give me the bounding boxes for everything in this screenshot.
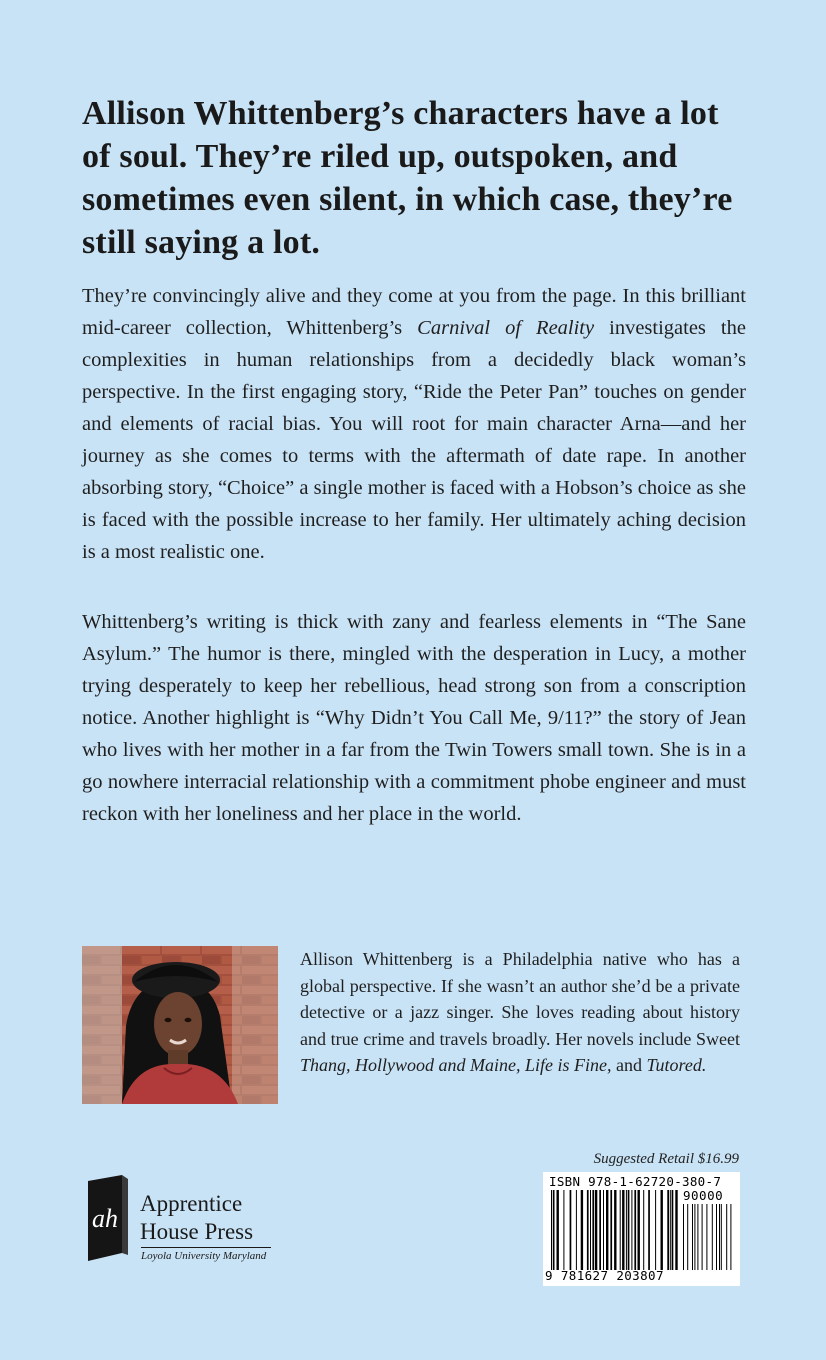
barcode-bar [719,1204,720,1270]
barcode-bar [692,1204,693,1270]
bio-and: and [611,1055,647,1075]
barcode-bar [626,1190,627,1270]
synopsis-paragraph-2: Whittenberg’s writing is thick with zany and fearless elements in “The Sane Asylum.” The humor is there, mingled with the desperation in Lucy, a mother trying desperately to keep her rebellious, head strong son from a conscription notice. Another highlight is “Why Didn’t You Call Me, 9/11?” the story of Jean who lives with her mother in a far from the Twin Towers small town. She is in a go nowhere interracial relationship with a commitment phobe engineer and must reckon with her loneliness and her place in the world. [82,611,746,825]
barcode-bar [648,1190,650,1270]
barcode-bar [581,1190,583,1270]
barcode-bar [603,1190,604,1270]
book-icon [86,1175,130,1263]
barcode-bar [610,1190,612,1270]
barcode-bar [622,1190,624,1270]
synopsis-paragraph-1 [82,280,746,568]
barcode-digits: 9 781627 203807 [545,1268,664,1283]
barcode-bar [667,1190,669,1270]
barcode-bar [551,1190,552,1270]
barcode-bar [587,1190,589,1270]
author-bio [300,946,740,1079]
book-title: Carnival of Reality [417,317,595,339]
suggested-retail-price: Suggested Retail $16.99 [593,1151,739,1167]
barcode-bar [721,1204,722,1270]
logo-monogram: ah [92,1204,118,1233]
barcode-bar [634,1190,636,1270]
bio-novel-last: Tutored. [646,1055,707,1075]
publisher-line-2: House Press [140,1219,254,1244]
barcode-bar [553,1190,555,1270]
para1-text-a: They’re convincingly alive and they come at you from the page. In this brilliant mid-career collection, Whittenberg’s [82,285,746,339]
publisher-logo-icon [86,1175,130,1263]
barcode-bar [712,1204,713,1270]
barcode-bar [730,1204,731,1270]
isbn-number: ISBN 978-1-62720-380-7 [549,1174,722,1189]
barcode-bar [687,1204,688,1270]
barcode-bar [614,1190,616,1270]
barcode-bar [606,1190,608,1270]
author-photo-illustration [82,946,278,1104]
barcode-bar [557,1190,559,1270]
publisher-divider [141,1247,271,1248]
barcode-bar [716,1204,717,1270]
bio-text: Allison Whittenberg is a Philadelphia native who has a global perspective. If she wasn’t an author she’d be a private detective or a jazz singer. She loves reading about history and true crime and travels broadly. Her novels include Sweet [300,949,740,1049]
barcode-bar [638,1190,640,1270]
barcode-addon-bars [683,1204,735,1270]
barcode-bar [697,1204,698,1270]
barcode-bar [672,1190,674,1270]
barcode-bar [563,1190,564,1270]
publisher-name [140,1190,253,1246]
barcode-bar [590,1190,591,1270]
publisher-subtitle: Loyola University Maryland [141,1250,267,1262]
barcode-bar [643,1190,644,1270]
price-addon-code: 90000 [683,1188,724,1203]
barcode-bar [706,1204,707,1270]
barcode-bar [576,1190,577,1270]
barcode-bar [726,1204,727,1270]
barcode-bar [628,1190,630,1270]
author-photo [82,946,278,1104]
para1-text-b: investigates the complexities in human relationships from a decidedly black woman’s perspective. In the first engaging story, “Ride the Peter Pan” touches on gender and elements of racial bias. You will root for main character Arna—and her journey as she comes to terms with the aftermath of date rape. In another absorbing story, “Choice” a single mother is faced with a Hobson’s choice as she is faced with the possible increase to her family. Her ultimately aching decision is a most realistic one. [82,317,746,563]
barcode-bar [592,1190,594,1270]
barcode-bar [595,1190,597,1270]
barcode-bar [570,1190,572,1270]
barcode-bar [670,1190,671,1270]
headline: Allison Whittenberg’s characters have a lot of soul. They’re riled up, outspoken, and sometimes even silent, in which case, they’re still saying a lot. [82,95,733,261]
barcode-bar [702,1204,703,1270]
barcode-bar [683,1204,684,1270]
barcode-bar [675,1190,677,1270]
publisher-line-1: Apprentice [140,1191,243,1216]
isbn-barcode [543,1172,740,1286]
barcode-main-bars [551,1190,679,1270]
barcode-bar [694,1204,695,1270]
barcode-bar [661,1190,663,1270]
barcode-bar [599,1190,601,1270]
bio-novel-titles: Thang, Hollywood and Maine, Life is Fine, [300,1055,612,1075]
barcode-bar [655,1190,656,1270]
barcode-bar [620,1190,621,1270]
barcode-bar [631,1190,632,1270]
